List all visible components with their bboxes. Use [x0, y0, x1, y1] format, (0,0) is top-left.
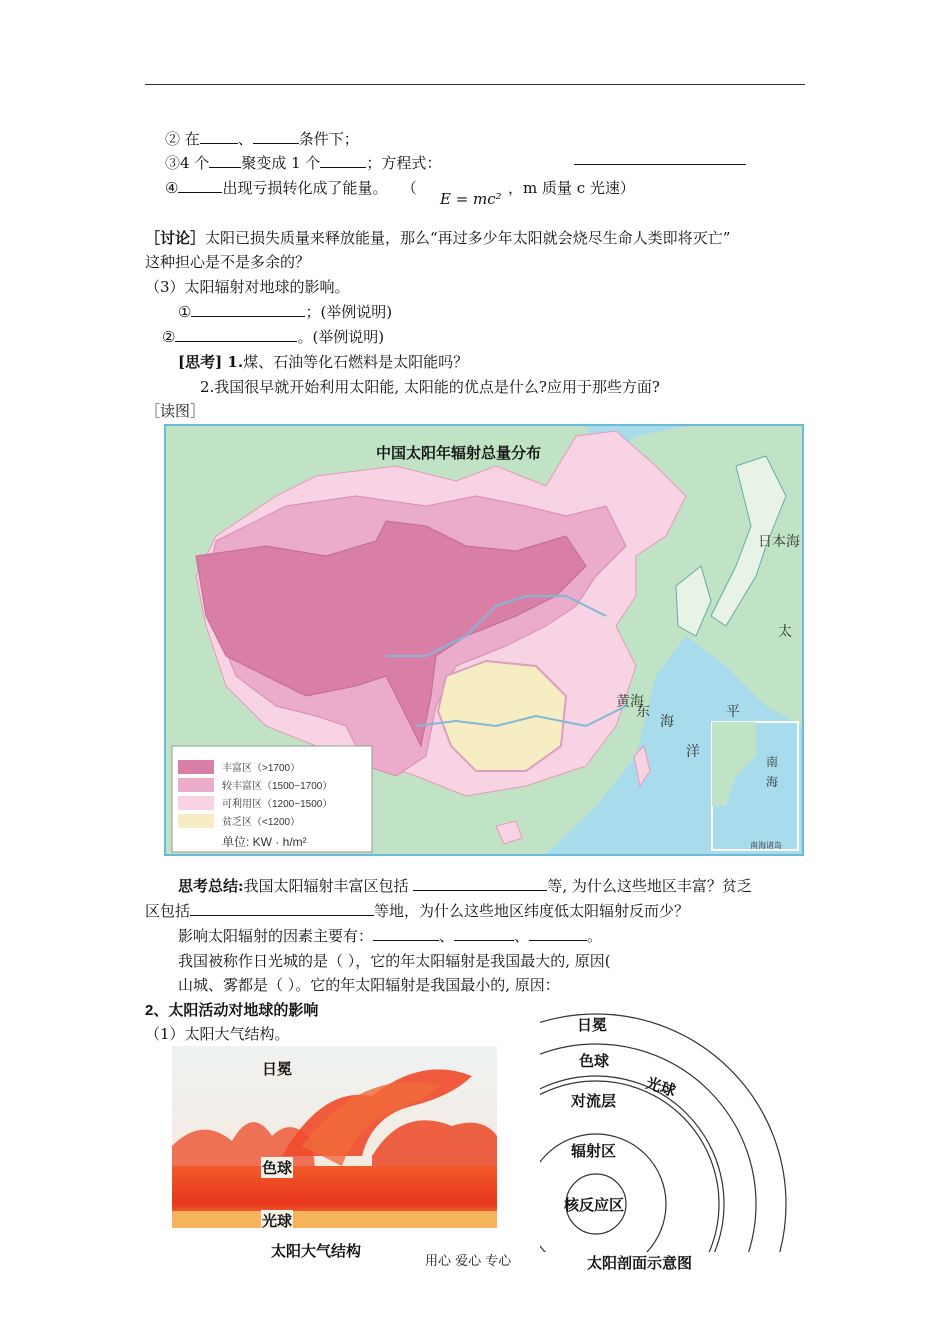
sea-label-japan: 日本海	[758, 533, 800, 549]
question-3-item-2: ② 。(举例说明)	[162, 328, 385, 346]
formula-note: ，m 质量 c 光速）	[508, 179, 635, 197]
line-conditions: ② 在 、 条件下；	[165, 130, 359, 148]
inset-credit: 南海诸岛	[750, 841, 782, 850]
think-question-1: [思考] 1.煤、石油等化石燃料是太阳能吗？	[178, 353, 469, 371]
legend-swatch-fairly-rich	[178, 778, 214, 792]
sunlight-city-line: 我国被称作日光城的是（ ），它的年太阳辐射是我国最大的, 原因(	[178, 952, 611, 970]
map-graphic	[166, 426, 802, 854]
legend-unit: 单位: KW · h/m²	[222, 835, 307, 849]
legend-swatch-rich	[178, 760, 214, 774]
label-convection: 对流层	[571, 1093, 617, 1110]
label-photosphere: 光球	[261, 1210, 293, 1228]
cross-section-graphic	[540, 1012, 800, 1252]
footer-text: 用心 爱心 专心	[425, 1254, 512, 1269]
discussion-line-2: 这种担心是不是多余的？	[145, 253, 311, 271]
china-solar-radiation-map	[164, 424, 804, 856]
solar-cross-section	[540, 1012, 800, 1252]
mountain-city-line: 山城、雾都是（ ）。它的年太阳辐射是我国最小的, 原因：	[178, 976, 560, 994]
inset-label-sea: 海	[766, 775, 779, 789]
question-2-1: （1）太阳大气结构。	[145, 1025, 290, 1043]
label-chromosphere: 色球	[261, 1157, 293, 1178]
label-corona-right: 日冕	[577, 1017, 608, 1034]
legend-poor: 贫乏区（<1200）	[222, 817, 301, 828]
sea-label-ocean: 洋	[686, 743, 700, 759]
question-3-item-1: ① ；(举例说明)	[178, 303, 393, 321]
summary-line-1: 思考总结:我国太阳辐射丰富区包括 等, 为什么这些地区丰富？贫乏	[178, 877, 752, 895]
mass-energy-formula: E = mc²	[440, 190, 502, 208]
figure-left-caption: 太阳大气结构	[271, 1243, 362, 1260]
label-core: 核反应区	[564, 1197, 625, 1214]
discussion-line-1: ［讨论］太阳已损失质量来释放能量，那么“再过多少年太阳就会烧尽生命人类即将灭亡”	[145, 229, 731, 247]
header-rule	[145, 84, 805, 85]
legend-swatch-poor	[178, 814, 214, 828]
sea-label-sea: 海	[660, 713, 674, 729]
think-question-2: 2.我国很早就开始利用太阳能, 太阳能的优点是什么?应用于那些方面?	[200, 378, 660, 396]
solar-atmosphere-image	[172, 1046, 497, 1228]
line-mass-loss: ④ 出现亏损转化成了能量。 （	[165, 179, 417, 197]
legend-rich: 丰富区（>1700）	[222, 763, 301, 774]
label-radiation: 辐射区	[571, 1143, 617, 1160]
map-title: 中国太阳年辐射总量分布	[376, 445, 542, 462]
solar-atmosphere-graphic	[172, 1046, 497, 1228]
label-chromosphere-right: 色球	[579, 1053, 610, 1070]
figure-right-caption: 太阳剖面示意图	[587, 1255, 693, 1272]
label-corona: 日冕	[261, 1058, 293, 1079]
line-fusion: ③4 个 聚变成 1 个 ；方程式：	[165, 154, 442, 172]
legend-swatch-usable	[178, 796, 214, 810]
summary-line-2: 区包括 等地，为什么这些地区纬度低太阳辐射反而少？	[145, 902, 690, 920]
sea-label-yellow: 黄海	[616, 693, 644, 709]
equation-blank	[574, 164, 746, 165]
legend-fairly-rich: 较丰富区（1500~1700）	[222, 781, 333, 792]
sea-label-pacific: 太	[778, 623, 792, 639]
section-2-heading: 2、太阳活动对地球的影响	[145, 1002, 319, 1019]
sea-label-ping: 平	[726, 703, 740, 719]
label-photosphere-right: 光球	[643, 1074, 678, 1101]
factors-line: 影响太阳辐射的因素主要有： 、 、 。	[178, 927, 603, 945]
read-map-label: ［读图］	[145, 402, 206, 420]
sea-label-east: 东	[636, 703, 650, 719]
question-3-heading: （3）太阳辐射对地球的影响。	[145, 278, 350, 296]
inset-label-south: 南	[766, 755, 779, 769]
legend-usable: 可利用区（1200~1500）	[222, 799, 333, 810]
